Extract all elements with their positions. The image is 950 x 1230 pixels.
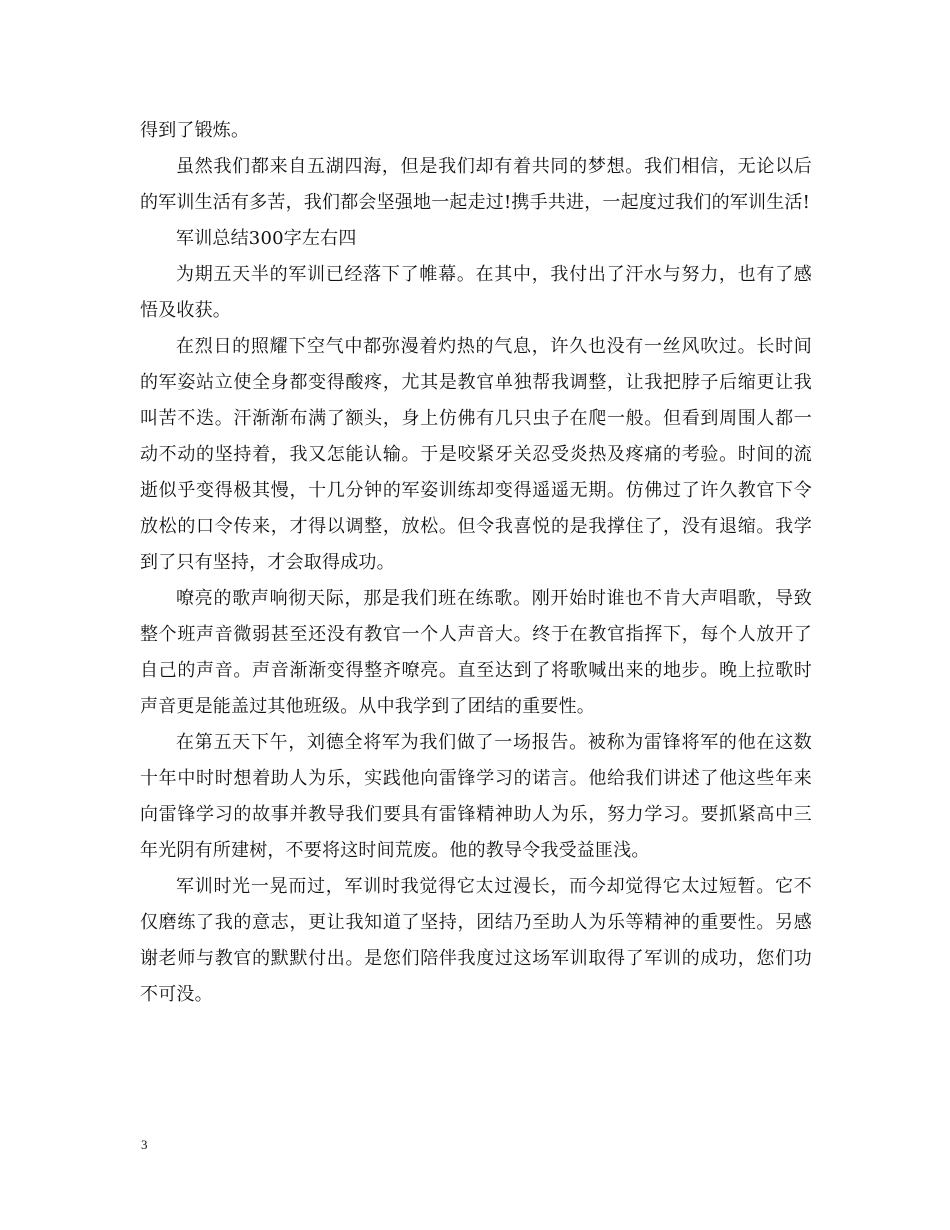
paragraph: 为期五天半的军训已经落下了帷幕。在其中，我付出了汗水与努力，也有了感悟及收获。 bbox=[140, 264, 812, 321]
paragraph: 虽然我们都来自五湖四海，但是我们却有着共同的梦想。我们相信，无论以后的军训生活有多苦，我们都会坚强地一起走过!携手共进，一起度过我们的军训生活! bbox=[140, 156, 812, 213]
page-number: 3 bbox=[141, 1137, 148, 1152]
document-body bbox=[140, 113, 812, 1013]
paragraph: 嘹亮的歌声响彻天际，那是我们班在练歌。刚开始时谁也不肯大声唱歌，导致整个班声音微弱甚至还没有教官一个人声音大。终于在教官指挥下，每个人放开了自己的声音。声音渐渐变得整齐嘹亮。直至达到了将歌喊出来的地步。晚上拉歌时声音更是能盖过其他班级。从中我学到了团结的重要性。 bbox=[140, 588, 812, 717]
paragraph: 在第五天下午，刘德全将军为我们做了一场报告。被称为雷锋将军的他在这数十年中时时想着助人为乐，实践他向雷锋学习的诺言。他给我们讲述了他这些年来向雷锋学习的故事并教导我们要具有雷锋精神助人为乐，努力学习。要抓紧高中三年光阴有所建树，不要将这时间荒废。他的教导令我受益匪浅。 bbox=[140, 732, 812, 861]
paragraph: 军训时光一晃而过，军训时我觉得它太过漫长，而今却觉得它太过短暂。它不仅磨练了我的意志，更让我知道了坚持，团结乃至助人为乐等精神的重要性。另感谢老师与教官的默默付出。是您们陪伴我度过这场军训取得了军训的成功，您们功不可没。 bbox=[140, 876, 812, 1005]
paragraph: 在烈日的照耀下空气中都弥漫着灼热的气息，许久也没有一丝风吹过。长时间的军姿站立使全身都变得酸疼，尤其是教官单独帮我调整，让我把脖子后缩更让我叫苦不迭。汗渐渐布满了额头，身上仿佛有几只虫子在爬一般。但看到周围人都一动不动的坚持着，我又怎能认输。于是咬紧牙关忍受炎热及疼痛的考验。时间的流逝似乎变得极其慢，十几分钟的军姿训练却变得遥遥无期。仿佛过了许久教官下令放松的口令传来，才得以调整，放松。但令我喜悦的是我撑住了，没有退缩。我学到了只有坚持，才会取得成功。 bbox=[140, 336, 812, 573]
section-heading: 军训总结300字左右四 bbox=[176, 228, 357, 249]
paragraph-continuation: 得到了锻炼。 bbox=[140, 120, 250, 141]
